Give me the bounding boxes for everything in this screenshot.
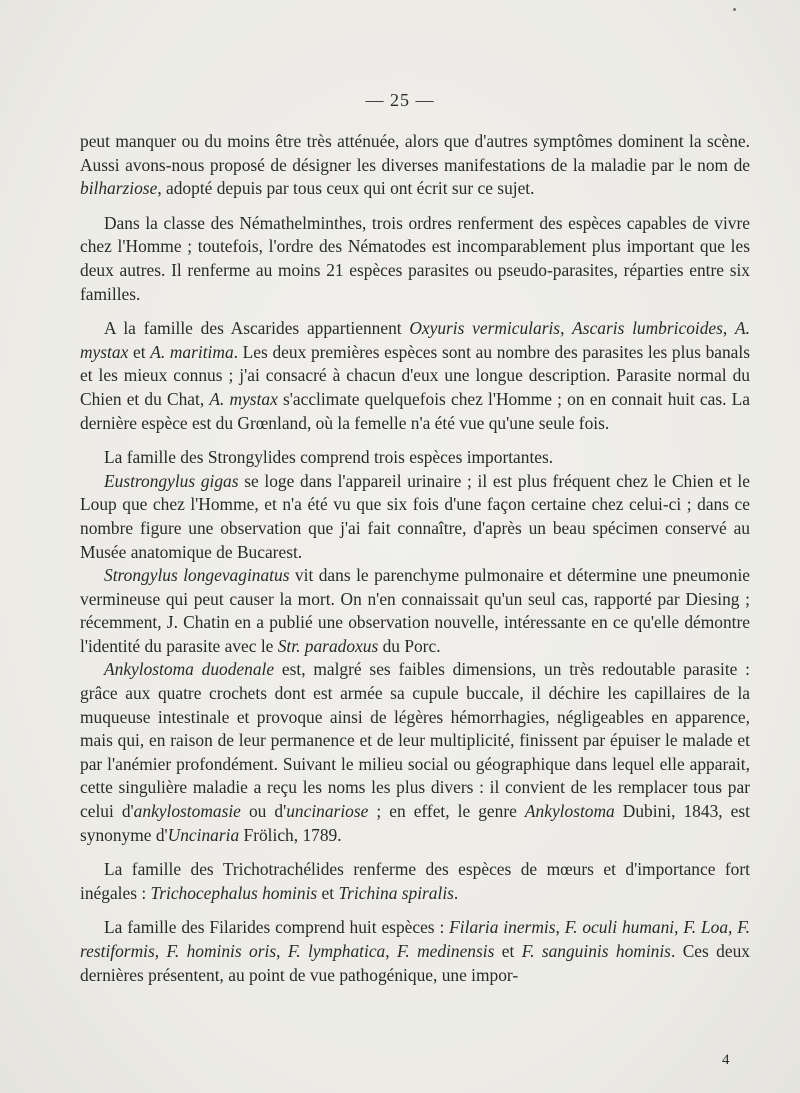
paragraph: Strongylus longevaginatus vit dans le parenchyme pulmonaire et détermine une pneumonie vermineuse qui peut causer la mort. On n'en connaissait qu'un seul cas, rapporté par Diesing ; récemment, J. Chatin en a publié une observation nouvelle, intéressante en ce qu'elle démontre l'identité du parasite avec le Str. paradoxus du Porc. [80, 565, 750, 656]
body-text [80, 130, 750, 998]
paragraph: La famille des Filarides comprend huit espèces : Filaria inermis, F. oculi humani, F. Loa, F. restiformis, F. hominis oris, F. lymphatica, F. medinensis et F. sanguinis hominis. Ces deux dernières présentent, au point de vue pathogénique, une impor- [80, 917, 751, 985]
paragraph: Ankylostoma duodenale est, malgré ses faibles dimensions, un très redoutable parasite : grâce aux quatre crochets dont est armée sa cupule buccale, il déchire les capillaires de la muqueuse intestinale et provoque ainsi de légères hémorrhagies, négligeables en apparence, mais qui, en raison de leur permanence et de leur multiplicité, finissent par épuiser le malade et par l'anémier profondément. Suivant le milieu social ou géographique dans lequel elle apparait, cette singulière maladie a reçu les noms les plus divers : il convient de les remplacer tous par celui d'ankylostomasie ou d'uncinariose ; en effet, le genre Ankylostoma Dubini, 1843, est synonyme d'Uncinaria Frölich, 1789. [80, 659, 751, 845]
paragraph: Eustrongylus gigas se loge dans l'appareil urinaire ; il est plus fréquent chez le Chien et le Loup que chez l'Homme, et n'a été vu que six fois d'une façon certaine chez celui-ci ; dans ce nombre figure une observation que j'ai fait connaître, d'après un beau spécimen conservé au Musée anatomique de Bucarest. [80, 470, 750, 562]
ink-speck [733, 8, 736, 11]
paragraph: A la famille des Ascarides appartiennent Oxyuris vermicularis, Ascaris lumbricoides, A. mystax et A. maritima. Les deux premières espèces sont au nombre des parasites les plus banals et les mieux connus ; j'ai consacré à chacun d'eux une longue description. Parasite normal du Chien et du Chat, A. mystax s'acclimate quelquefois chez l'Homme ; on en connait huit cas. La dernière espèce est du Grœnland, où la femelle n'a été vue qu'une seule fois. [80, 318, 751, 433]
signature-mark: 4 [722, 1052, 730, 1068]
paragraph: Dans la classe des Némathelminthes, trois ordres renferment des espèces capables de vivre chez l'Homme ; toutefois, l'ordre des Nématodes est incomparablement plus important que les deux autres. Il renferme au moins 21 espèces parasites ou pseudo-parasites, réparties entre six familles. [80, 212, 750, 304]
paragraph: La famille des Trichotrachélides renferme des espèces de mœurs et d'importance fort inégales : Trichocephalus hominis et Trichina spiralis. [80, 859, 750, 903]
page-number: — 25 — [365, 90, 435, 110]
paragraph: La famille des Strongylides comprend trois espèces importantes. [104, 447, 554, 468]
paragraph: peut manquer ou du moins être très atténuée, alors que d'autres symptômes dominent la scène. Aussi avons-nous proposé de désigner les diverses manifestations de la maladie par le nom de bilharziose, adopté depuis par tous ceux qui ont écrit sur ce sujet. [80, 131, 750, 199]
